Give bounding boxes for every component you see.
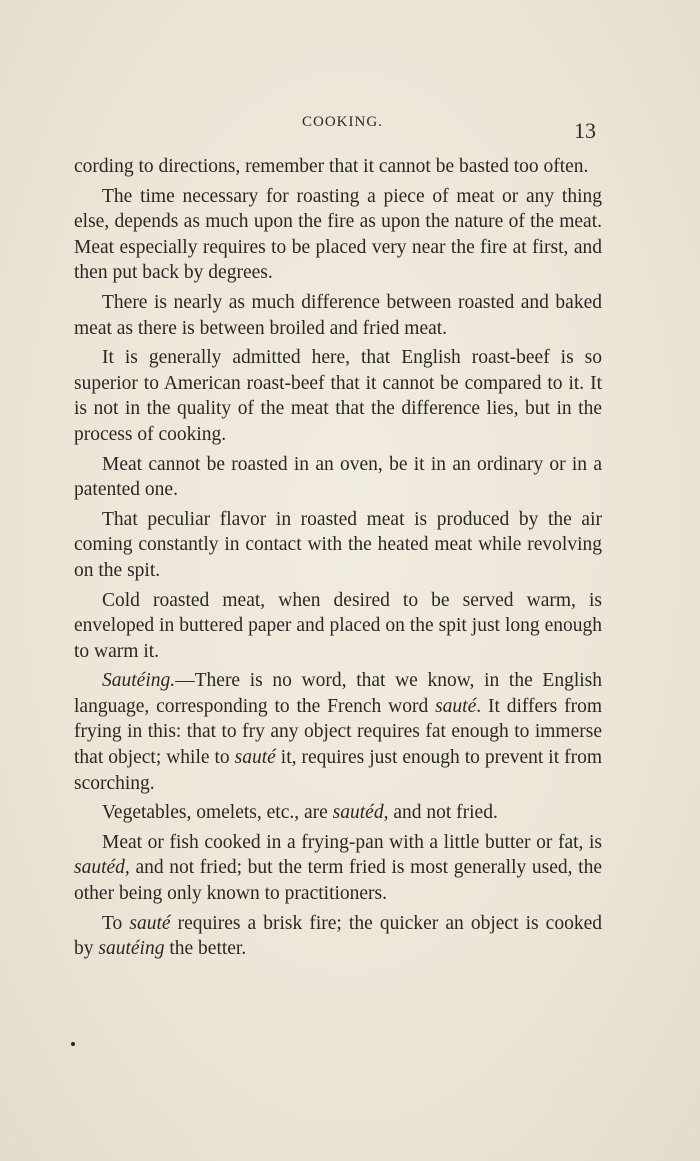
paragraph bbox=[74, 154, 602, 180]
italic-term: sauté bbox=[435, 695, 477, 717]
text-segment: There is nearly as much difference between roasted and baked meat as there is between broiled and fried meat. bbox=[74, 291, 602, 339]
body-text bbox=[74, 154, 602, 966]
paragraph bbox=[74, 507, 602, 584]
paragraph bbox=[74, 911, 602, 962]
text-segment: It is generally admitted here, that English roast-beef is so superior to American roast-beef that it cannot be compared to it. It is not in the quality of the meat that the difference lies, but in the process of cooking. bbox=[74, 347, 602, 445]
text-segment: The time necessary for roasting a piece of meat or any thing else, depends as much upon the fire as upon the nature of the meat. Meat especially requires to be placed very near the fire at first, and then put back by degrees. bbox=[74, 185, 602, 284]
italic-term: sautéd bbox=[332, 802, 384, 824]
text-segment: . It differs from frying in this: that to fry any object requires fat enough to immerse that object; while to bbox=[74, 695, 603, 769]
text-segment: it, requires just enough to prevent it from scorching. bbox=[74, 747, 602, 794]
text-segment: , and not fried. bbox=[383, 802, 498, 824]
italic-term: sautéd bbox=[74, 857, 125, 879]
paragraph bbox=[74, 668, 602, 796]
ink-speck bbox=[71, 1042, 75, 1046]
text-segment: That peculiar flavor in roasted meat is produced by the air coming constantly in contact with the heated meat while revolving on the spit. bbox=[74, 508, 602, 581]
text-segment: Meat or fish cooked in a frying-pan with a little butter or fat, is bbox=[102, 831, 602, 853]
text-segment: To bbox=[102, 912, 130, 934]
paragraph bbox=[74, 184, 602, 286]
paragraph bbox=[74, 345, 602, 447]
text-segment: cording to directions, remember that it cannot be basted too often. bbox=[74, 156, 589, 177]
paragraph bbox=[74, 452, 602, 503]
paragraph bbox=[74, 800, 602, 826]
text-segment: Meat cannot be roasted in an oven, be it in an ordinary or in a patented one. bbox=[74, 453, 602, 501]
italic-term: sauté bbox=[234, 747, 276, 769]
italic-term: Sautéing. bbox=[102, 670, 176, 692]
paragraph bbox=[74, 830, 602, 907]
page-number: 13 bbox=[574, 118, 596, 143]
text-segment: , and not fried; but the term fried is most generally used, the other being only known to practitioners. bbox=[74, 857, 602, 905]
paragraph bbox=[74, 588, 602, 665]
text-segment: Vegetables, omelets, etc., are bbox=[102, 802, 333, 824]
text-segment: Cold roasted meat, when desired to be served warm, is enveloped in buttered paper and placed on the spit just long enough to warm it. bbox=[74, 589, 602, 662]
text-segment: the better. bbox=[164, 938, 247, 960]
paragraph bbox=[74, 290, 602, 341]
text-segment: —There is no word, that we know, in the English language, corresponding to the French word bbox=[74, 670, 602, 717]
italic-term: sautéing bbox=[98, 938, 165, 960]
text-segment: requires a brisk fire; the quicker an object is cooked by bbox=[74, 912, 602, 960]
italic-term: sauté bbox=[129, 912, 171, 934]
running-title: COOKING. bbox=[302, 114, 383, 130]
